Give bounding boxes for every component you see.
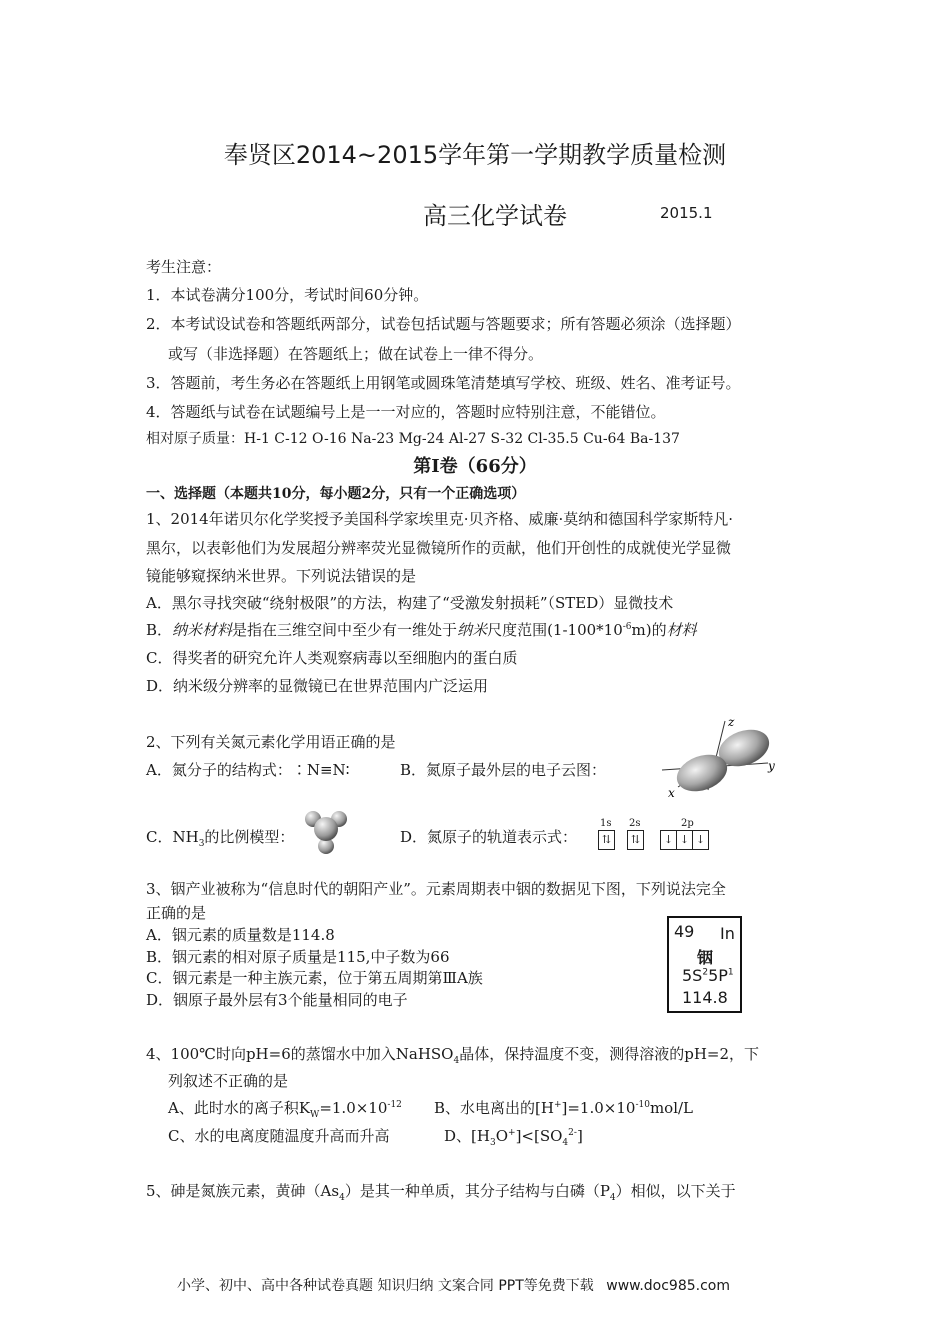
element-mass: 114.8: [682, 988, 728, 1007]
q4-stem-b: 晶体，保持温度不变，测得溶液的pH=2，下: [459, 1045, 760, 1063]
config-5s-sup: 2: [702, 967, 709, 978]
q1-b-term2: 纳米: [457, 621, 488, 639]
q1-option-c: C．得奖者的研究允许人类观察病毒以至细胞内的蛋白质: [146, 649, 518, 667]
exam-title: 奉贤区2014~2015学年第一学期教学质量检测: [223, 141, 727, 169]
q1-b-term1: 纳米材料: [172, 621, 233, 639]
q1-b-exp: -6: [622, 622, 632, 632]
notice-item-4: 4．答题纸与试卷在试题编号上是一一对应的，答题时应特别注意，不能错位。: [146, 403, 666, 421]
q4-option-b: [434, 1097, 693, 1118]
q1-stem-line3: 镜能够窥探纳米世界。下列说法错误的是: [146, 567, 417, 585]
q3-stem-line2: 正确的是: [146, 904, 207, 922]
footer-text: [177, 1275, 730, 1295]
q2-option-c: [146, 826, 294, 849]
z-axis-label: z: [728, 715, 735, 729]
q5-stem: [146, 1180, 736, 1203]
q4-b-sup1: +: [553, 1100, 562, 1110]
config-5s: 5S: [682, 966, 703, 985]
q4-d-sup1: +: [508, 1128, 516, 1138]
notice-heading: 考生注意：: [146, 258, 222, 276]
q1-option-d: D．纳米级分辨率的显微镜已在世界范围内广泛运用: [146, 677, 489, 695]
q4-d-sub1: 3: [489, 1138, 496, 1148]
q4-d-sub2: 4: [562, 1138, 569, 1148]
orbital-label-2s: 2s: [629, 818, 641, 829]
q4-a-sub: W: [310, 1110, 320, 1120]
q5-stem-c: ）相似，以下关于: [615, 1182, 736, 1200]
exam-date: 2015.1: [660, 204, 713, 222]
q4-stem-line2: 列叙述不正确的是: [168, 1072, 289, 1090]
q1-option-b: [146, 619, 697, 640]
element-config: [682, 966, 734, 985]
orbital-cell-2py: ↓: [676, 830, 693, 850]
q4-d-mid: O: [495, 1127, 509, 1145]
q4-a-sup: -12: [387, 1100, 402, 1110]
q1-b-term3: 材料: [666, 621, 697, 639]
part-heading: 一、选择题（本题共10分，每小题2分，只有一个正确选项）: [146, 486, 526, 502]
q1-b-range: 尺度范围(1-100*10: [487, 621, 623, 639]
q2-option-b: B．氮原子最外层的电子云图：: [400, 761, 607, 779]
q3-stem-line1: 3、铟产业被称为“信息时代的朝阳产业”。元素周期表中铟的数据见下图，下列说法完全: [146, 880, 726, 898]
q4-option-a: [168, 1097, 402, 1120]
q2-stem: 2、下列有关氮元素化学用语正确的是: [146, 733, 396, 751]
q4-stem-sub: 4: [453, 1056, 460, 1066]
footer-site-link[interactable]: www.doc985.com: [606, 1278, 730, 1294]
q4-d-suffix: ]: [576, 1127, 583, 1145]
notice-item-2: 2．本考试设试卷和答题纸两部分，试卷包括试题与答题要求；所有答题必须涂（选择题）: [146, 315, 741, 333]
config-5p-sup: 1: [727, 967, 734, 978]
q3-option-a: A．铟元素的质量数是114.8: [146, 926, 335, 944]
y-axis-label: y: [768, 759, 775, 773]
q4-b-suffix: mol/L: [649, 1099, 694, 1117]
q2-option-a: A．氮分子的结构式：∶N≡N∶: [146, 761, 350, 779]
q4-a-mid: =1.0×10: [319, 1099, 388, 1117]
q4-d-mid2: ]<[SO: [515, 1127, 563, 1145]
q1-b-prefix: B．: [146, 621, 173, 639]
q4-a-prefix: A、此时水的离子积K: [168, 1099, 311, 1117]
x-axis-label: x: [668, 786, 675, 800]
nh3-space-filling-model: [303, 810, 349, 856]
notice-item-1: 1．本试卷满分100分，考试时间60分钟。: [146, 286, 429, 304]
q4-stem-line1: [146, 1043, 759, 1066]
q4-d-sup2: 2-: [568, 1128, 577, 1138]
q2-c-prefix: C．NH: [146, 828, 199, 846]
exam-subtitle: 高三化学试卷: [423, 202, 567, 230]
q2-option-d: D．氮原子的轨道表示式：: [400, 828, 578, 846]
orbital-label-2p: 2p: [681, 818, 694, 829]
element-symbol: In: [720, 924, 735, 943]
element-number: 49: [674, 922, 695, 941]
q5-stem-sub1: 4: [339, 1193, 345, 1203]
config-5p: 5P: [708, 966, 728, 985]
notice-item-3: 3．答题前，考生务必在答题纸上用钢笔或圆珠笔清楚填写学校、班级、姓名、准考证号。: [146, 374, 741, 392]
orbital-cell-1s: ⇅: [598, 830, 615, 850]
element-name: 铟: [697, 948, 714, 967]
atomic-masses: 相对原子质量：H-1 C-12 O-16 Na-23 Mg-24 Al-27 S-32 Cl-35.5 Cu-64 Ba-137: [146, 431, 680, 447]
q4-option-c: C、水的电离度随温度升高而升高: [168, 1127, 390, 1145]
q3-option-b: B．铟元素的相对原子质量是115,中子数为66: [146, 948, 450, 966]
orbital-label-1s: 1s: [600, 818, 612, 829]
orbital-cell-2px: ↓: [660, 830, 677, 850]
q1-option-a: A．黑尔寻找突破“绕射极限”的方法，构建了“受激发射损耗”（STED）显微技术: [146, 594, 674, 612]
q3-option-c: C．铟元素是一种主族元素，位于第五周期第ⅢA族: [146, 969, 483, 987]
q4-stem-a: 4、100℃时向pH=6的蒸馏水中加入NaHSO: [146, 1045, 454, 1063]
orbital-cell-2s: ⇅: [627, 830, 644, 850]
q1-stem-line1: 1、2014年诺贝尔化学奖授予美国科学家埃里克·贝齐格、威廉·莫纳和德国科学家斯特凡·: [146, 510, 734, 528]
notice-item-2-cont: 或写（非选择题）在答题纸上；做在试卷上一律不得分。: [168, 345, 544, 363]
p-orbital-electron-cloud: [640, 715, 790, 800]
indium-element-card: [667, 916, 742, 1013]
orbital-diagram: [596, 818, 726, 854]
q4-option-d: [444, 1125, 583, 1148]
footer-description: 小学、初中、高中各种试卷真题 知识归纳 文案合同 PPT等免费下载: [177, 1278, 594, 1294]
q2-c-suffix: 的比例模型：: [204, 828, 295, 846]
q5-stem-sub2: 4: [609, 1193, 616, 1203]
q4-b-sup2: -10: [635, 1100, 650, 1110]
q1-stem-line2: 黑尔，以表彰他们为发展超分辨率荧光显微镜所作的贡献，他们开创性的成就使光学显微: [146, 539, 732, 557]
q5-stem-b: ）是其一种单质，其分子结构与白磷（P: [344, 1182, 610, 1200]
q4-b-mid: ]=1.0×10: [561, 1099, 636, 1117]
q4-d-prefix: D、[H: [444, 1127, 490, 1145]
q1-b-mid: 是指在三维空间中至少有一维处于: [232, 621, 458, 639]
q2-c-sub: 3: [198, 839, 205, 849]
q3-option-d: D．铟原子最外层有3个能量相同的电子: [146, 991, 408, 1009]
section-title: 第Ⅰ卷（66分）: [413, 456, 537, 477]
q5-stem-a: 5、砷是氮族元素，黄砷（As: [146, 1182, 340, 1200]
q1-b-unit: m)的: [631, 621, 667, 639]
q4-b-prefix: B、水电离出的[H: [434, 1099, 554, 1117]
n-atom: [314, 817, 338, 841]
orbital-cell-2pz: ↓: [692, 830, 709, 850]
